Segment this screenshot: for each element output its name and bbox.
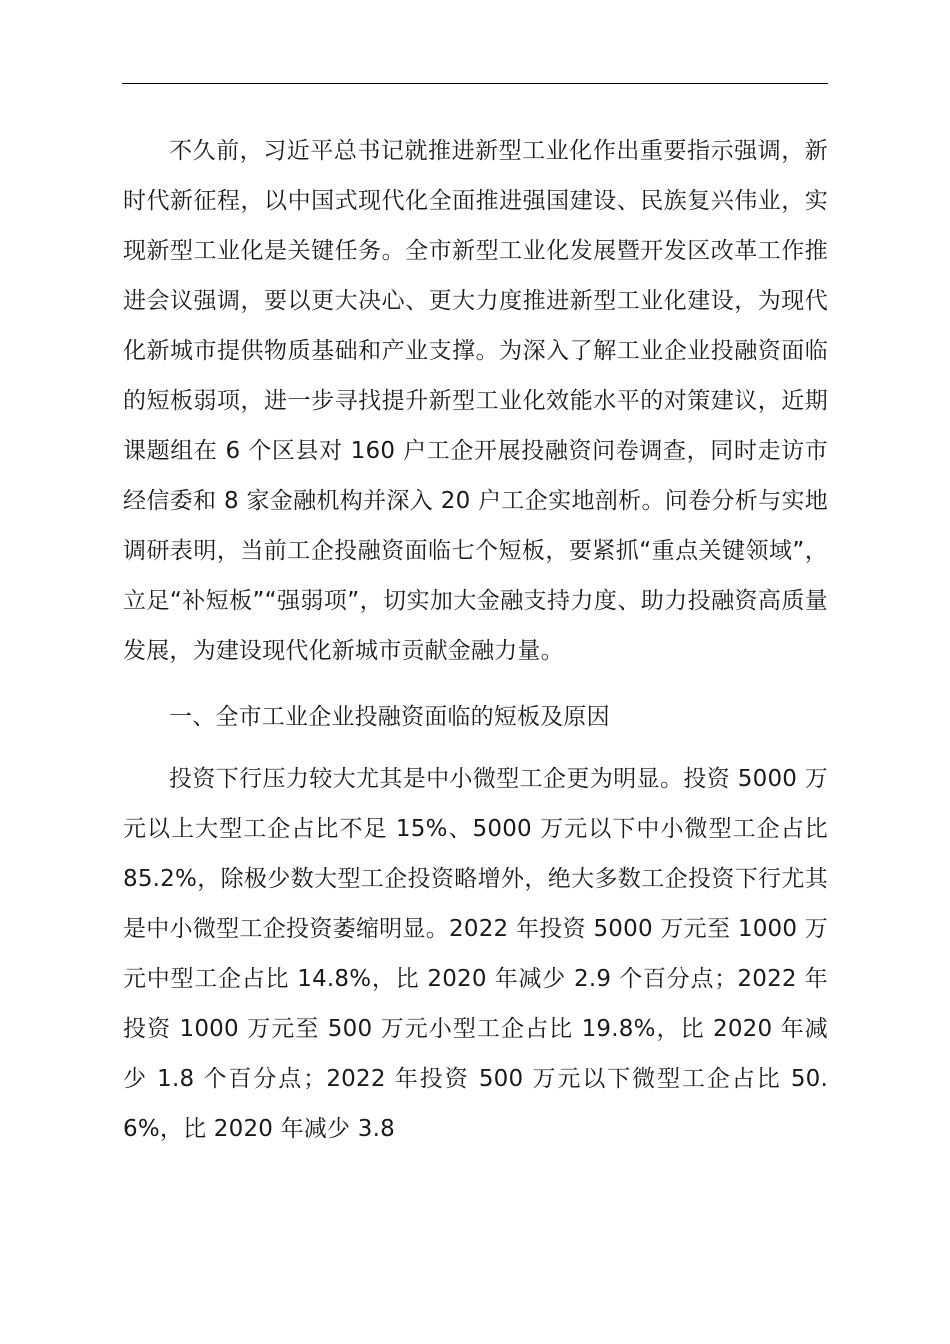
header-rule [122, 83, 828, 84]
intro-paragraph: 不久前，习近平总书记就推进新型工业化作出重要指示强调，新时代新征程，以中国式现代化全面推进强国建设、民族复兴伟业，实现新型工业化是关键任务。全市新型工业化发展暨开发区改革工作推进会议强调，要以更大决心、更大力度推进新型工业化建设，为现代化新城市提供物质基础和产业支撑。为深入了解工业企业投融资面临的短板弱项，进一步寻找提升新型工业化效能水平的对策建议，近期课题组在 6 个区县对 160 户工企开展投融资问卷调查，同时走访市经信委和 8 家金融机构并深入 20 户工企实地剖析。问卷分析与实地调研表明，当前工企投融资面临七个短板，要紧抓“重点关键领域”，立足“补短板”“强弱项”，切实加大金融支持力度、助力投融资高质量发展，为建设现代化新城市贡献金融力量。 [123, 138, 828, 664]
section-heading: 一、全市工业企业投融资面临的短板及原因 [169, 704, 610, 730]
investment-paragraph: 投资下行压力较大尤其是中小微型工企更为明显。投资 5000 万元以上大型工企占比不足 15%、5000 万元以下中小微型工企占比 85.2%，除极少数大型工企投资略增外，绝大多数工企投资下行尤其是中小微型工企投资萎缩明显。2022 年投资 5000 万元至 1000 万元中型工企占比 14.8%，比 2020 年减少 2.9 个百分点；2022 年投资 1000 万元至 500 万元小型工企占比 19.8%，比 2020 年减少 1.8 个百分点；2022 年投资 500 万元以下微型工企占比 50.6%，比 2020 年减少 3.8 [123, 766, 828, 1142]
document-body [123, 126, 828, 1154]
